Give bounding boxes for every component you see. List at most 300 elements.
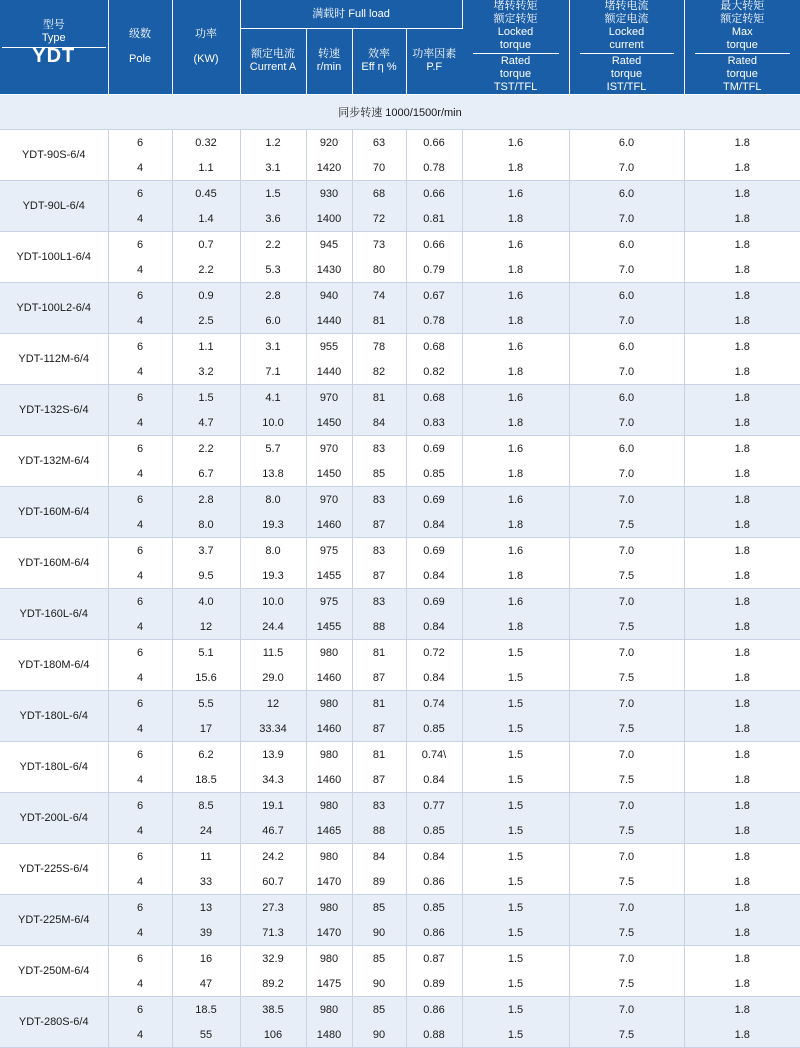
eff-header bbox=[352, 28, 406, 94]
table-cell: 0.84 bbox=[406, 844, 462, 870]
table-cell: 1.8 bbox=[462, 359, 569, 385]
table-cell: 7.5 bbox=[569, 716, 684, 742]
fraction-rule bbox=[695, 53, 791, 54]
tst-l5: Rated bbox=[500, 55, 531, 67]
pole-header-cn: 级数 bbox=[129, 28, 151, 40]
table-cell: 81 bbox=[352, 385, 406, 411]
table-row bbox=[0, 691, 800, 717]
table-cell: 73 bbox=[352, 232, 406, 258]
table-cell: 13.9 bbox=[240, 742, 306, 768]
table-cell: 0.85 bbox=[406, 461, 462, 487]
table-cell: 970 bbox=[306, 487, 352, 513]
table-cell: 1.5 bbox=[462, 640, 569, 666]
table-cell: 10.0 bbox=[240, 589, 306, 615]
table-cell: 7.5 bbox=[569, 614, 684, 640]
table-row bbox=[0, 257, 800, 283]
table-cell: 0.89 bbox=[406, 971, 462, 997]
table-row bbox=[0, 844, 800, 870]
table-cell: 6.0 bbox=[569, 283, 684, 309]
table-cell: 8.0 bbox=[172, 512, 240, 538]
ist-l2: 额定电流 bbox=[604, 13, 649, 25]
table-cell: 7.5 bbox=[569, 869, 684, 895]
model-name: YDT-90L-6/4 bbox=[0, 181, 108, 232]
table-row bbox=[0, 869, 800, 895]
table-cell: 87 bbox=[352, 767, 406, 793]
table-cell: 2.8 bbox=[240, 283, 306, 309]
table-row bbox=[0, 742, 800, 768]
ist-l1: 堵转电流 bbox=[604, 0, 649, 12]
table-cell: 81 bbox=[352, 640, 406, 666]
table-cell: 7.0 bbox=[569, 155, 684, 181]
model-name: YDT-225S-6/4 bbox=[0, 844, 108, 895]
table-cell: 1420 bbox=[306, 155, 352, 181]
table-cell: 6 bbox=[108, 487, 172, 513]
model-name: YDT-132S-6/4 bbox=[0, 385, 108, 436]
table-cell: 6 bbox=[108, 436, 172, 462]
table-row bbox=[0, 538, 800, 564]
table-cell: 6 bbox=[108, 589, 172, 615]
table-cell: 0.66 bbox=[406, 232, 462, 258]
table-row bbox=[0, 436, 800, 462]
table-row bbox=[0, 410, 800, 436]
table-cell: 87 bbox=[352, 512, 406, 538]
table-cell: 6 bbox=[108, 640, 172, 666]
table-cell: 1.5 bbox=[462, 844, 569, 870]
table-row bbox=[0, 359, 800, 385]
table-cell: 6 bbox=[108, 793, 172, 819]
table-cell: 0.85 bbox=[406, 716, 462, 742]
table-cell: 7.5 bbox=[569, 665, 684, 691]
table-cell: 1.5 bbox=[462, 895, 569, 921]
table-row bbox=[0, 640, 800, 666]
table-row bbox=[0, 997, 800, 1023]
table-cell: 1.8 bbox=[684, 538, 800, 564]
table-cell: 6 bbox=[108, 997, 172, 1023]
table-cell: 7.5 bbox=[569, 563, 684, 589]
table-row bbox=[0, 283, 800, 309]
table-cell: 0.68 bbox=[406, 385, 462, 411]
table-cell: 24 bbox=[172, 818, 240, 844]
table-cell: 84 bbox=[352, 410, 406, 436]
table-cell: 6.0 bbox=[240, 308, 306, 334]
table-cell: 6.0 bbox=[569, 130, 684, 156]
table-cell: 1.8 bbox=[684, 614, 800, 640]
table-cell: 980 bbox=[306, 895, 352, 921]
table-cell: 71.3 bbox=[240, 920, 306, 946]
model-group bbox=[0, 538, 800, 589]
table-cell: 1.8 bbox=[684, 563, 800, 589]
table-cell: 8.0 bbox=[240, 487, 306, 513]
table-cell: 17 bbox=[172, 716, 240, 742]
table-row bbox=[0, 971, 800, 997]
table-cell: 0.82 bbox=[406, 359, 462, 385]
table-row bbox=[0, 206, 800, 232]
model-group bbox=[0, 640, 800, 691]
table-row bbox=[0, 614, 800, 640]
table-cell: 1.8 bbox=[462, 461, 569, 487]
table-cell: 7.5 bbox=[569, 1022, 684, 1048]
table-cell: 19.3 bbox=[240, 563, 306, 589]
table-cell: 0.79 bbox=[406, 257, 462, 283]
model-group bbox=[0, 487, 800, 538]
table-cell: 0.69 bbox=[406, 436, 462, 462]
table-cell: 60.7 bbox=[240, 869, 306, 895]
table-cell: 2.2 bbox=[240, 232, 306, 258]
table-cell: 11.5 bbox=[240, 640, 306, 666]
eff-header-cn: 效率 bbox=[368, 48, 390, 61]
tst-l2: 额定转矩 bbox=[493, 13, 538, 25]
table-cell: 90 bbox=[352, 1022, 406, 1048]
model-name: YDT-100L2-6/4 bbox=[0, 283, 108, 334]
table-cell: 47 bbox=[172, 971, 240, 997]
table-cell: 3.2 bbox=[172, 359, 240, 385]
table-row bbox=[0, 716, 800, 742]
table-cell: 1.8 bbox=[684, 640, 800, 666]
table-cell: 55 bbox=[172, 1022, 240, 1048]
table-cell: 4 bbox=[108, 1022, 172, 1048]
table-cell: 19.1 bbox=[240, 793, 306, 819]
table-cell: 1.5 bbox=[462, 767, 569, 793]
table-cell: 4 bbox=[108, 716, 172, 742]
table-cell: 1.8 bbox=[684, 1022, 800, 1048]
table-cell: 72 bbox=[352, 206, 406, 232]
model-name: YDT-160L-6/4 bbox=[0, 589, 108, 640]
table-cell: 0.69 bbox=[406, 589, 462, 615]
power-header-cn: 功率 bbox=[195, 28, 217, 40]
table-cell: 1.8 bbox=[684, 920, 800, 946]
table-cell: 19.3 bbox=[240, 512, 306, 538]
table-cell: 68 bbox=[352, 181, 406, 207]
table-cell: 1.4 bbox=[172, 206, 240, 232]
model-header-en: Type bbox=[41, 31, 66, 44]
table-cell: 6 bbox=[108, 130, 172, 156]
pf-header-en: P.F bbox=[426, 61, 443, 74]
table-cell: 7.0 bbox=[569, 640, 684, 666]
current-header bbox=[240, 28, 306, 94]
table-cell: 27.3 bbox=[240, 895, 306, 921]
table-cell: 1.8 bbox=[684, 895, 800, 921]
table-cell: 39 bbox=[172, 920, 240, 946]
table-row bbox=[0, 512, 800, 538]
table-cell: 4 bbox=[108, 461, 172, 487]
table-cell: 0.68 bbox=[406, 334, 462, 360]
table-cell: 0.86 bbox=[406, 869, 462, 895]
table-cell: 6.7 bbox=[172, 461, 240, 487]
table-cell: 18.5 bbox=[172, 997, 240, 1023]
table-cell: 1.8 bbox=[684, 512, 800, 538]
table-cell: 29.0 bbox=[240, 665, 306, 691]
table-cell: 0.69 bbox=[406, 487, 462, 513]
table-cell: 5.7 bbox=[240, 436, 306, 462]
table-cell: 90 bbox=[352, 920, 406, 946]
ist-l4: current bbox=[609, 39, 644, 51]
model-group bbox=[0, 895, 800, 946]
table-cell: 4 bbox=[108, 155, 172, 181]
table-row bbox=[0, 920, 800, 946]
table-cell: 0.88 bbox=[406, 1022, 462, 1048]
table-cell: 87 bbox=[352, 716, 406, 742]
table-cell: 4 bbox=[108, 257, 172, 283]
table-cell: 1.8 bbox=[684, 232, 800, 258]
table-cell: 1.2 bbox=[240, 130, 306, 156]
table-cell: 2.5 bbox=[172, 308, 240, 334]
table-cell: 4.7 bbox=[172, 410, 240, 436]
table-cell: 1450 bbox=[306, 461, 352, 487]
table-cell: 33 bbox=[172, 869, 240, 895]
table-row bbox=[0, 334, 800, 360]
full-load-header: 满载时 Full load bbox=[240, 0, 462, 28]
table-cell: 1.8 bbox=[462, 563, 569, 589]
table-cell: 80 bbox=[352, 257, 406, 283]
table-cell: 7.0 bbox=[569, 257, 684, 283]
table-cell: 0.84 bbox=[406, 767, 462, 793]
table-cell: 1.8 bbox=[684, 155, 800, 181]
model-name: YDT-180L-6/4 bbox=[0, 691, 108, 742]
table-cell: 89 bbox=[352, 869, 406, 895]
table-cell: 6 bbox=[108, 538, 172, 564]
table-cell: 7.0 bbox=[569, 359, 684, 385]
table-cell: 7.0 bbox=[569, 308, 684, 334]
table-cell: 980 bbox=[306, 640, 352, 666]
tst-l7: TST/TFL bbox=[493, 81, 538, 93]
table-cell: 4 bbox=[108, 410, 172, 436]
table-cell: 81 bbox=[352, 691, 406, 717]
model-name: YDT-100L1-6/4 bbox=[0, 232, 108, 283]
table-cell: 1.1 bbox=[172, 334, 240, 360]
table-cell: 12 bbox=[172, 614, 240, 640]
table-cell: 6 bbox=[108, 232, 172, 258]
table-cell: 970 bbox=[306, 385, 352, 411]
table-cell: 1.6 bbox=[462, 334, 569, 360]
model-name: YDT-132M-6/4 bbox=[0, 436, 108, 487]
table-cell: 7.1 bbox=[240, 359, 306, 385]
table-cell: 0.84 bbox=[406, 614, 462, 640]
table-cell: 1.8 bbox=[684, 308, 800, 334]
table-cell: 4 bbox=[108, 920, 172, 946]
model-group bbox=[0, 181, 800, 232]
table-cell: 7.0 bbox=[569, 742, 684, 768]
table-cell: 1455 bbox=[306, 614, 352, 640]
fraction-rule bbox=[473, 53, 559, 54]
table-cell: 1.5 bbox=[462, 691, 569, 717]
table-cell: 1.8 bbox=[684, 997, 800, 1023]
current-header-en: Current A bbox=[249, 61, 297, 74]
table-cell: 1.8 bbox=[684, 206, 800, 232]
power-header-en: (KW) bbox=[193, 53, 219, 65]
table-cell: 1430 bbox=[306, 257, 352, 283]
tm-l2: 额定转矩 bbox=[720, 13, 765, 25]
table-cell: 5.5 bbox=[172, 691, 240, 717]
table-cell: 85 bbox=[352, 461, 406, 487]
ist-l6: torque bbox=[610, 68, 643, 80]
table-row bbox=[0, 385, 800, 411]
table-cell: 7.0 bbox=[569, 206, 684, 232]
table-cell: 0.86 bbox=[406, 997, 462, 1023]
table-cell: 1.8 bbox=[684, 436, 800, 462]
table-cell: 1.8 bbox=[684, 716, 800, 742]
model-name: YDT-160M-6/4 bbox=[0, 538, 108, 589]
table-cell: 0.9 bbox=[172, 283, 240, 309]
table-cell: 1460 bbox=[306, 716, 352, 742]
locked-current-header bbox=[569, 0, 684, 95]
tm-l6: torque bbox=[726, 68, 758, 80]
table-cell: 1.8 bbox=[462, 206, 569, 232]
table-cell: 1.6 bbox=[462, 232, 569, 258]
table-cell: 1.8 bbox=[684, 487, 800, 513]
table-cell: 6 bbox=[108, 283, 172, 309]
pf-header-cn: 功率因素 bbox=[412, 48, 457, 61]
table-cell: 7.0 bbox=[569, 844, 684, 870]
table-cell: 1470 bbox=[306, 869, 352, 895]
table-cell: 0.45 bbox=[172, 181, 240, 207]
table-cell: 1.8 bbox=[684, 181, 800, 207]
table-cell: 1.8 bbox=[684, 818, 800, 844]
max-torque-header bbox=[684, 0, 800, 95]
table-cell: 1.8 bbox=[684, 844, 800, 870]
table-cell: 4.0 bbox=[172, 589, 240, 615]
table-cell: 87 bbox=[352, 563, 406, 589]
table-cell: 16 bbox=[172, 946, 240, 972]
table-cell: 2.2 bbox=[172, 257, 240, 283]
table-cell: 46.7 bbox=[240, 818, 306, 844]
table-row bbox=[0, 130, 800, 156]
table-cell: 85 bbox=[352, 997, 406, 1023]
table-cell: 4 bbox=[108, 818, 172, 844]
table-cell: 4 bbox=[108, 971, 172, 997]
table-cell: 13.8 bbox=[240, 461, 306, 487]
table-cell: 940 bbox=[306, 283, 352, 309]
table-cell: 7.5 bbox=[569, 818, 684, 844]
table-cell: 1465 bbox=[306, 818, 352, 844]
ist-l3: Locked bbox=[608, 26, 645, 38]
table-cell: 1.8 bbox=[684, 742, 800, 768]
model-name: YDT-225M-6/4 bbox=[0, 895, 108, 946]
pf-header bbox=[406, 28, 462, 94]
fraction-rule bbox=[580, 53, 674, 54]
table-cell: 7.5 bbox=[569, 767, 684, 793]
table-cell: 1.8 bbox=[684, 971, 800, 997]
table-cell: 89.2 bbox=[240, 971, 306, 997]
table-cell: 7.0 bbox=[569, 461, 684, 487]
tm-l5: Rated bbox=[727, 55, 757, 67]
table-cell: 34.3 bbox=[240, 767, 306, 793]
table-cell: 7.5 bbox=[569, 920, 684, 946]
table-cell: 6 bbox=[108, 691, 172, 717]
table-cell: 1440 bbox=[306, 308, 352, 334]
table-row bbox=[0, 946, 800, 972]
table-cell: 1.8 bbox=[462, 512, 569, 538]
table-cell: 1.8 bbox=[462, 308, 569, 334]
table-cell: 6 bbox=[108, 181, 172, 207]
table-cell: 1455 bbox=[306, 563, 352, 589]
table-cell: 1.8 bbox=[684, 359, 800, 385]
table-row bbox=[0, 155, 800, 181]
table-cell: 1.5 bbox=[462, 971, 569, 997]
table-cell: 1460 bbox=[306, 767, 352, 793]
table-cell: 81 bbox=[352, 308, 406, 334]
table-cell: 1460 bbox=[306, 665, 352, 691]
table-cell: 2.2 bbox=[172, 436, 240, 462]
table-cell: 0.86 bbox=[406, 920, 462, 946]
table-cell: 7.5 bbox=[569, 512, 684, 538]
table-cell: 85 bbox=[352, 895, 406, 921]
table-cell: 18.5 bbox=[172, 767, 240, 793]
tst-l3: Locked bbox=[497, 26, 534, 38]
table-row bbox=[0, 589, 800, 615]
table-cell: 4 bbox=[108, 563, 172, 589]
table-cell: 1480 bbox=[306, 1022, 352, 1048]
speed-header-cn: 转速 bbox=[318, 48, 340, 61]
model-group bbox=[0, 385, 800, 436]
table-cell: 0.81 bbox=[406, 206, 462, 232]
table-cell: 0.66 bbox=[406, 181, 462, 207]
table-row bbox=[0, 563, 800, 589]
table-cell: 1.8 bbox=[462, 155, 569, 181]
model-group bbox=[0, 691, 800, 742]
table-cell: 83 bbox=[352, 436, 406, 462]
table-cell: 1.6 bbox=[462, 436, 569, 462]
table-cell: 84 bbox=[352, 844, 406, 870]
tm-l3: Max bbox=[731, 26, 753, 38]
table-cell: 0.77 bbox=[406, 793, 462, 819]
table-cell: 980 bbox=[306, 793, 352, 819]
table-cell: 1.8 bbox=[684, 410, 800, 436]
model-group bbox=[0, 844, 800, 895]
power-header bbox=[172, 0, 240, 95]
table-cell: 1.8 bbox=[684, 283, 800, 309]
table-cell: 7.0 bbox=[569, 691, 684, 717]
table-cell: 0.74\ bbox=[406, 742, 462, 768]
table-cell: 1.6 bbox=[462, 538, 569, 564]
model-group bbox=[0, 130, 800, 181]
table-cell: 1.8 bbox=[684, 767, 800, 793]
sync-speed-row: 同步转速 1000/1500r/min bbox=[0, 95, 800, 130]
table-cell: 4 bbox=[108, 614, 172, 640]
table-cell: 0.78 bbox=[406, 308, 462, 334]
table-cell: 0.78 bbox=[406, 155, 462, 181]
table-row bbox=[0, 181, 800, 207]
table-cell: 955 bbox=[306, 334, 352, 360]
table-cell: 106 bbox=[240, 1022, 306, 1048]
model-name: YDT-250M-6/4 bbox=[0, 946, 108, 997]
table-cell: 980 bbox=[306, 691, 352, 717]
eff-header-en: Eff η % bbox=[361, 61, 397, 74]
table-cell: 980 bbox=[306, 997, 352, 1023]
table-cell: 6 bbox=[108, 742, 172, 768]
table-cell: 9.5 bbox=[172, 563, 240, 589]
table-cell: 1.5 bbox=[462, 869, 569, 895]
table-cell: 975 bbox=[306, 589, 352, 615]
table-cell: 0.83 bbox=[406, 410, 462, 436]
table-cell: 24.2 bbox=[240, 844, 306, 870]
table-cell: 1.8 bbox=[462, 614, 569, 640]
table-cell: 1460 bbox=[306, 512, 352, 538]
table-cell: 4 bbox=[108, 767, 172, 793]
table-cell: 1.8 bbox=[684, 691, 800, 717]
table-cell: 6 bbox=[108, 385, 172, 411]
table-cell: 83 bbox=[352, 793, 406, 819]
table-cell: 1.5 bbox=[462, 665, 569, 691]
table-cell: 0.66 bbox=[406, 130, 462, 156]
model-group bbox=[0, 946, 800, 997]
series-title: YDT bbox=[32, 44, 76, 67]
table-cell: 88 bbox=[352, 614, 406, 640]
table-cell: 6.0 bbox=[569, 334, 684, 360]
table-cell: 1.8 bbox=[684, 461, 800, 487]
table-cell: 87 bbox=[352, 665, 406, 691]
table-cell: 980 bbox=[306, 844, 352, 870]
table-cell: 1.8 bbox=[684, 334, 800, 360]
